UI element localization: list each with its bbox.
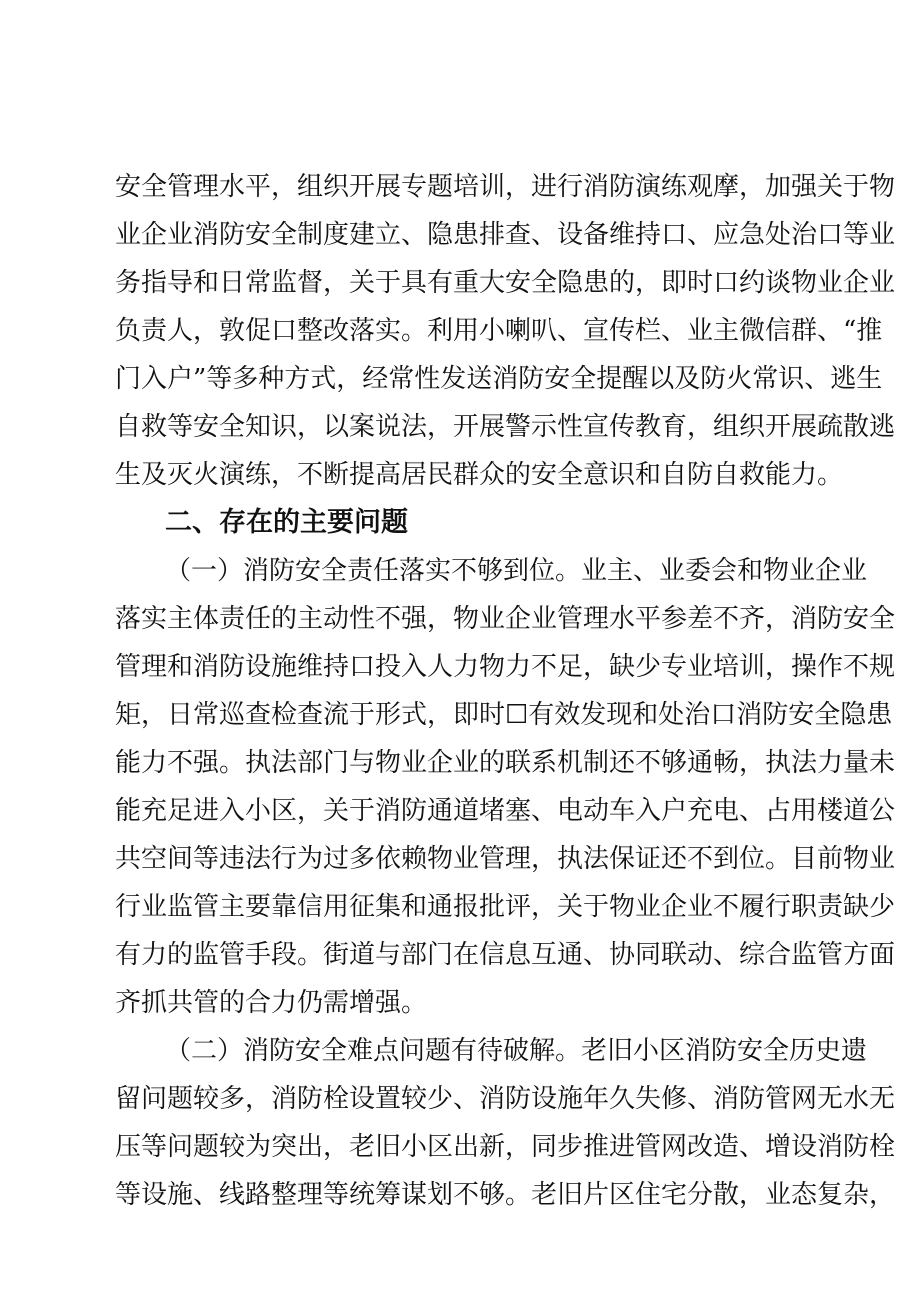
section-heading: 二、存在的主要问题 [165, 507, 408, 538]
text-line: 压等问题较为突出，老旧小区出新，同步推进管网改造、增设消防栓 [115, 1132, 896, 1162]
text-line: 业企业消防安全制度建立、隐患排查、设备维持口、应急处治口等业 [115, 220, 896, 250]
text-line: 门入户”等多种方式，经常性发送消防安全提醒以及防火常识、逃生 [115, 364, 883, 394]
text-line: 齐抓共管的合力仍需增强。 [115, 988, 428, 1018]
text-line: 共空间等违法行为过多依赖物业管理，执法保证还不到位。目前物业 [115, 844, 896, 874]
text-line: 负责人，敦促口整改落实。利用小喇叭、宣传栏、业主微信群、“推 [115, 316, 883, 346]
text-line: 留问题较多，消防栓设置较少、消防设施年久失修、消防管网无水无 [115, 1084, 896, 1114]
text-line: 自救等安全知识，以案说法，开展警示性宣传教育，组织开展疏散逃 [115, 412, 896, 442]
text-line: 矩，日常巡查检查流于形式，即时☐有效发现和处治口消防安全隐患 [115, 700, 893, 730]
text-line: 管理和消防设施维持口投入人力物力不足，缺少专业培训，操作不规 [115, 652, 896, 682]
text-line: （一）消防安全责任落实不够到位。业主、业委会和物业企业 [165, 556, 868, 586]
text-line: 安全管理水平，组织开展专题培训，进行消防演练观摩，加强关于物 [115, 172, 896, 202]
text-line: 等设施、线路整理等统筹谋划不够。老旧片区住宅分散，业态复杂， [115, 1180, 896, 1210]
text-line: 有力的监管手段。街道与部门在信息互通、协同联动、综合监管方面 [115, 940, 896, 970]
text-line: （二）消防安全难点问题有待破解。老旧小区消防安全历史遗 [165, 1036, 868, 1066]
text-line: 能力不强。执法部门与物业企业的联系机制还不够通畅，执法力量未 [115, 748, 896, 778]
text-line: 能充足进入小区，关于消防通道堵塞、电动车入户充电、占用楼道公 [115, 796, 896, 826]
text-line: 落实主体责任的主动性不强，物业企业管理水平参差不齐，消防安全 [115, 604, 896, 634]
text-line: 生及灭火演练，不断提高居民群众的安全意识和自防自救能力。 [115, 460, 844, 490]
text-line: 务指导和日常监督，关于具有重大安全隐患的，即时口约谈物业企业 [115, 268, 896, 298]
text-line: 行业监管主要靠信用征集和通报批评，关于物业企业不履行职责缺少 [115, 892, 896, 922]
